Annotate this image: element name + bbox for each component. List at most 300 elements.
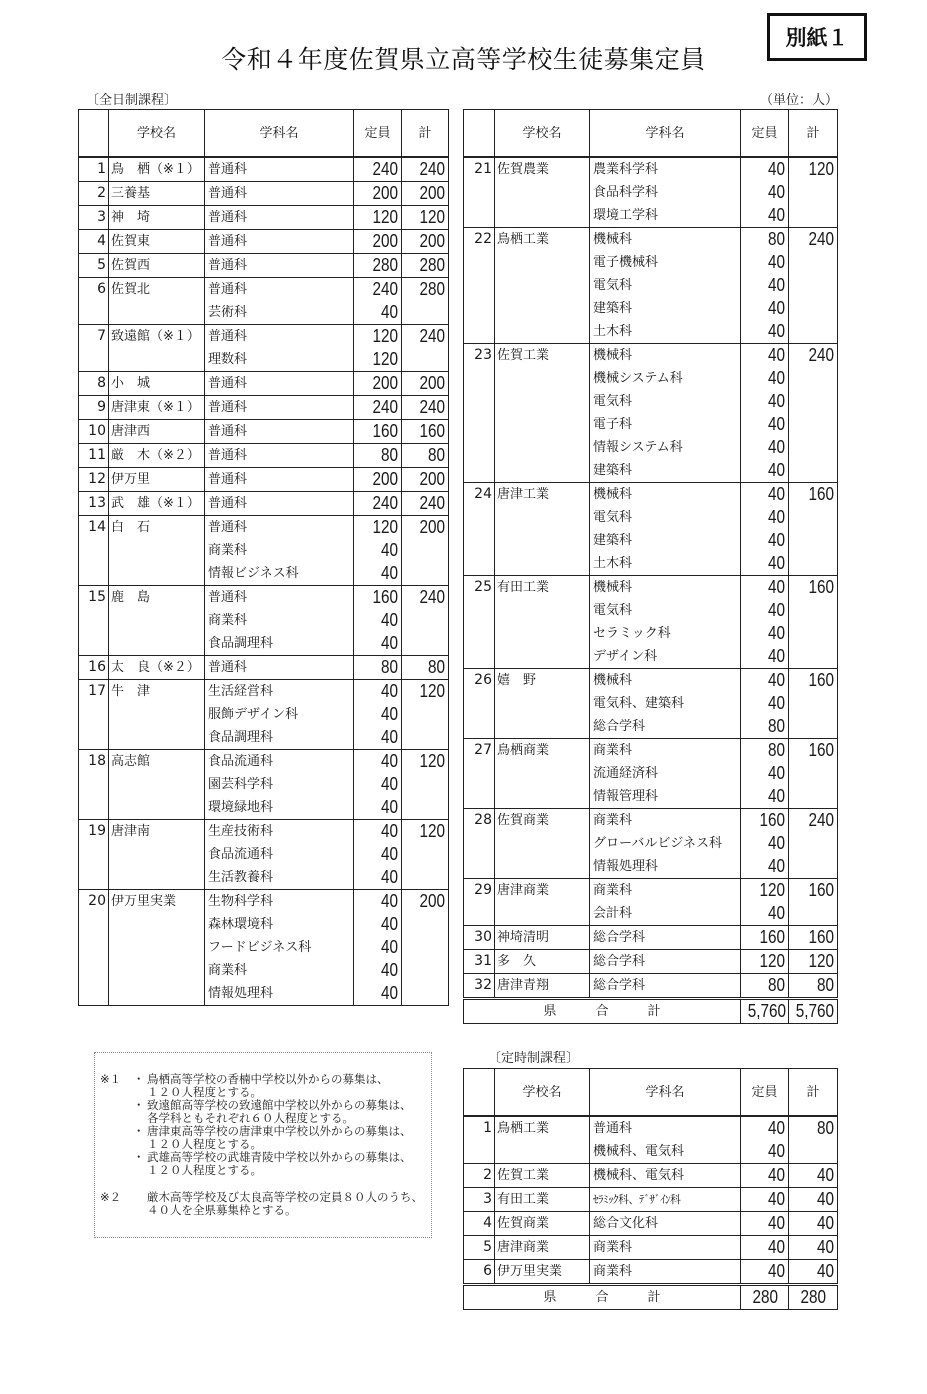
school-number: 28 — [464, 809, 495, 833]
school-name — [109, 726, 205, 750]
department-name: 商業科 — [205, 959, 354, 982]
grand-total-sum: 5,760 — [789, 999, 838, 1024]
school-name — [109, 348, 205, 372]
dept-row — [79, 913, 449, 936]
school-total: 240 — [402, 325, 449, 349]
school-total — [789, 692, 838, 715]
department-name: 情報処理科 — [205, 982, 354, 1006]
school-total: 120 — [789, 157, 838, 181]
school-name: 唐津西 — [109, 420, 205, 444]
school-name: 神 埼 — [109, 206, 205, 230]
school-number: 9 — [79, 396, 109, 420]
dept-row — [79, 703, 449, 726]
school-number — [79, 936, 109, 959]
dept-row — [464, 552, 838, 576]
department-name: 普通科 — [205, 656, 354, 680]
school-number: 23 — [464, 344, 495, 368]
department-name: 電気科 — [590, 506, 741, 529]
school-number: 13 — [79, 492, 109, 516]
grand-total-label: 県 合 計 — [464, 999, 741, 1024]
school-row — [79, 890, 449, 914]
school-row — [464, 809, 838, 833]
department-capacity: 120 — [741, 879, 789, 903]
school-total: 120 — [402, 820, 449, 844]
department-capacity: 120 — [354, 348, 402, 372]
school-row — [79, 586, 449, 610]
department-capacity: 40 — [354, 982, 402, 1006]
school-row — [464, 1164, 838, 1188]
school-total — [789, 413, 838, 436]
school-name: 鳥 栖（※１） — [109, 157, 205, 182]
school-row — [464, 1212, 838, 1236]
note-text: 厳木高等学校及び太良高等学校の定員８０人のうち、 — [147, 1190, 423, 1204]
department-capacity: 40 — [741, 320, 789, 344]
school-total — [402, 726, 449, 750]
school-name: 伊万里実業 — [495, 1260, 590, 1285]
school-total — [789, 552, 838, 576]
school-total: 160 — [789, 739, 838, 763]
school-total — [402, 936, 449, 959]
note-text: 武雄高等学校の武雄青陵中学校以外からの募集は、 — [147, 1150, 412, 1164]
school-number: 4 — [464, 1212, 495, 1236]
school-number: 2 — [79, 182, 109, 206]
department-name: 総合学科 — [590, 926, 741, 950]
school-total — [789, 529, 838, 552]
school-total — [789, 855, 838, 879]
department-capacity: 40 — [741, 1236, 789, 1260]
school-name: 有田工業 — [495, 1188, 590, 1212]
dept-row — [79, 843, 449, 866]
school-total — [789, 902, 838, 926]
school-number — [464, 1140, 495, 1164]
department-capacity: 160 — [354, 586, 402, 610]
department-name: 商業科 — [590, 809, 741, 833]
school-name: 神埼清明 — [495, 926, 590, 950]
school-name: 佐賀農業 — [495, 157, 590, 181]
school-total — [789, 459, 838, 483]
department-capacity: 40 — [741, 204, 789, 228]
department-name: セラミック科 — [590, 622, 741, 645]
school-row — [464, 576, 838, 600]
dept-row — [79, 773, 449, 796]
school-number — [464, 832, 495, 855]
dept-row — [79, 609, 449, 632]
department-capacity: 240 — [354, 278, 402, 302]
school-name: 伊万里 — [109, 468, 205, 492]
school-name — [109, 539, 205, 562]
school-total — [789, 181, 838, 204]
school-total: 120 — [789, 950, 838, 974]
dept-row — [79, 959, 449, 982]
school-name: 佐賀北 — [109, 278, 205, 302]
school-total — [402, 562, 449, 586]
part-time-table — [463, 1068, 838, 1310]
school-total: 120 — [402, 750, 449, 774]
department-name: 電気科 — [590, 274, 741, 297]
school-total: 240 — [402, 492, 449, 516]
dept-row — [464, 645, 838, 669]
school-total: 200 — [402, 372, 449, 396]
school-number — [464, 645, 495, 669]
school-number — [464, 320, 495, 344]
school-name — [109, 866, 205, 890]
department-capacity: 40 — [741, 692, 789, 715]
school-number: 6 — [79, 278, 109, 302]
dept-row — [464, 902, 838, 926]
school-row — [464, 228, 838, 252]
school-row — [79, 468, 449, 492]
department-capacity: 240 — [354, 396, 402, 420]
department-name: 生活経営科 — [205, 680, 354, 704]
school-number — [464, 181, 495, 204]
department-capacity: 80 — [741, 974, 789, 999]
school-number: 25 — [464, 576, 495, 600]
department-name: 機械科、電気科 — [590, 1140, 741, 1164]
school-total: 120 — [402, 680, 449, 704]
school-name — [495, 785, 590, 809]
header-capacity: 定員 — [741, 110, 789, 158]
school-name — [495, 692, 590, 715]
department-name: 建築科 — [590, 459, 741, 483]
school-name: 白 石 — [109, 516, 205, 540]
school-row — [79, 444, 449, 468]
school-row — [464, 926, 838, 950]
header-capacity: 定員 — [354, 110, 402, 158]
school-row — [464, 669, 838, 693]
school-number — [79, 843, 109, 866]
school-name — [495, 599, 590, 622]
department-capacity: 40 — [741, 902, 789, 926]
department-name: 環境工学科 — [590, 204, 741, 228]
dept-row — [464, 715, 838, 739]
school-total — [789, 367, 838, 390]
school-name — [495, 622, 590, 645]
department-name: 総合学科 — [590, 950, 741, 974]
school-total: 240 — [402, 157, 449, 182]
school-name — [109, 982, 205, 1006]
department-capacity: 240 — [354, 157, 402, 182]
school-number: 12 — [79, 468, 109, 492]
school-total — [789, 622, 838, 645]
department-name: 商業科 — [590, 739, 741, 763]
school-number: 1 — [464, 1116, 495, 1140]
department-capacity: 160 — [354, 420, 402, 444]
dept-row — [464, 599, 838, 622]
department-name: 食品調理科 — [205, 632, 354, 656]
header-dept: 学科名 — [590, 1069, 741, 1117]
department-capacity: 40 — [354, 539, 402, 562]
school-name — [109, 843, 205, 866]
header-total: 計 — [789, 110, 838, 158]
department-capacity: 40 — [741, 367, 789, 390]
school-row — [464, 739, 838, 763]
school-row — [79, 182, 449, 206]
school-number — [79, 959, 109, 982]
header-no — [464, 110, 495, 158]
department-name: 普通科 — [205, 157, 354, 182]
school-row — [79, 325, 449, 349]
department-name: 総合文化科 — [590, 1212, 741, 1236]
department-name: 電気科 — [590, 390, 741, 413]
school-name: 多 久 — [495, 950, 590, 974]
school-total: 40 — [789, 1188, 838, 1212]
school-total — [402, 773, 449, 796]
school-name — [495, 715, 590, 739]
department-capacity: 40 — [354, 913, 402, 936]
school-total — [402, 348, 449, 372]
school-name — [109, 773, 205, 796]
department-capacity: 40 — [741, 157, 789, 181]
dept-row — [79, 726, 449, 750]
school-total — [789, 832, 838, 855]
school-name — [495, 459, 590, 483]
note-text: １２０人程度とする。 — [147, 1085, 262, 1099]
table-header-row — [79, 110, 449, 158]
unit-label: （単位：人） — [760, 93, 839, 108]
dept-row — [79, 539, 449, 562]
department-name: 普通科 — [205, 492, 354, 516]
department-name: 商業科 — [590, 879, 741, 903]
school-total — [789, 274, 838, 297]
department-name: 機械システム科 — [590, 367, 741, 390]
school-name: 鹿 島 — [109, 586, 205, 610]
school-row — [79, 492, 449, 516]
department-capacity: 40 — [741, 599, 789, 622]
school-total: 80 — [402, 656, 449, 680]
department-capacity: 40 — [354, 843, 402, 866]
grand-total-capacity: 280 — [741, 1285, 789, 1310]
grand-total-sum: 280 — [789, 1285, 838, 1310]
department-capacity: 120 — [354, 206, 402, 230]
school-total — [789, 1140, 838, 1164]
header-total: 計 — [402, 110, 449, 158]
department-capacity: 120 — [741, 950, 789, 974]
school-total: 200 — [402, 468, 449, 492]
school-total — [402, 539, 449, 562]
department-capacity: 40 — [354, 890, 402, 914]
department-capacity: 40 — [354, 562, 402, 586]
document-title: 令和４年度佐賀県立高等学校生徒募集定員 — [221, 45, 706, 74]
dept-row — [79, 301, 449, 325]
school-number — [464, 297, 495, 320]
school-name — [109, 913, 205, 936]
school-name: 唐津商業 — [495, 879, 590, 903]
school-number: 17 — [79, 680, 109, 704]
school-number: 21 — [464, 157, 495, 181]
dept-row — [464, 390, 838, 413]
school-total — [789, 645, 838, 669]
school-total: 40 — [789, 1212, 838, 1236]
table-header-row — [464, 1069, 838, 1117]
department-capacity: 40 — [354, 866, 402, 890]
department-name: 商業科 — [590, 1260, 741, 1285]
school-name: 三養基 — [109, 182, 205, 206]
school-total — [789, 251, 838, 274]
school-name — [495, 832, 590, 855]
school-name: 太 良（※２） — [109, 656, 205, 680]
department-name: 電子機械科 — [590, 251, 741, 274]
department-capacity: 200 — [354, 230, 402, 254]
attachment-label: 別紙１ — [767, 13, 867, 61]
school-name — [109, 703, 205, 726]
school-row — [79, 372, 449, 396]
dept-row — [464, 459, 838, 483]
department-capacity: 40 — [741, 645, 789, 669]
school-name: 唐津商業 — [495, 1236, 590, 1260]
school-name — [495, 1140, 590, 1164]
school-number — [464, 552, 495, 576]
school-name — [109, 796, 205, 820]
dept-row — [79, 866, 449, 890]
school-name: 小 城 — [109, 372, 205, 396]
school-number: 7 — [79, 325, 109, 349]
department-name: 食品流通科 — [205, 843, 354, 866]
school-number: 15 — [79, 586, 109, 610]
school-number — [79, 348, 109, 372]
department-capacity: 40 — [354, 726, 402, 750]
department-name: 商業科 — [590, 1236, 741, 1260]
department-name: 普通科 — [205, 254, 354, 278]
department-name: 芸術科 — [205, 301, 354, 325]
department-capacity: 40 — [741, 459, 789, 483]
school-number: 11 — [79, 444, 109, 468]
department-name: 普通科 — [205, 586, 354, 610]
department-name: 普通科 — [590, 1116, 741, 1140]
school-row — [79, 820, 449, 844]
school-row — [79, 278, 449, 302]
note-text: 各学科ともそれぞれ６０人程度とする。 — [147, 1111, 354, 1125]
school-number: 32 — [464, 974, 495, 999]
school-number — [464, 622, 495, 645]
department-name: 生活教養科 — [205, 866, 354, 890]
department-name: 情報処理科 — [590, 855, 741, 879]
header-no — [464, 1069, 495, 1117]
school-number — [464, 599, 495, 622]
department-capacity: 80 — [354, 444, 402, 468]
department-name: 機械科 — [590, 483, 741, 507]
school-number: 5 — [464, 1236, 495, 1260]
school-number: 14 — [79, 516, 109, 540]
department-name: 普通科 — [205, 396, 354, 420]
department-name: 電子科 — [590, 413, 741, 436]
school-name: 佐賀商業 — [495, 1212, 590, 1236]
school-number — [464, 413, 495, 436]
department-name: 建築科 — [590, 297, 741, 320]
department-capacity: 80 — [354, 656, 402, 680]
school-total — [789, 390, 838, 413]
note-text: 唐津東高等学校の唐津東中学校以外からの募集は、 — [147, 1124, 412, 1138]
dept-row — [464, 855, 838, 879]
school-total: 80 — [789, 974, 838, 999]
school-row — [464, 483, 838, 507]
school-total — [789, 785, 838, 809]
school-number: 16 — [79, 656, 109, 680]
school-number: 3 — [464, 1188, 495, 1212]
school-number: 5 — [79, 254, 109, 278]
school-total: 200 — [402, 516, 449, 540]
department-capacity: 40 — [741, 1188, 789, 1212]
department-capacity: 40 — [354, 820, 402, 844]
school-number — [79, 703, 109, 726]
school-total: 160 — [789, 576, 838, 600]
school-row — [464, 1116, 838, 1140]
school-name — [109, 562, 205, 586]
school-name: 唐津青翔 — [495, 974, 590, 999]
department-name: 機械科 — [590, 228, 741, 252]
department-capacity: 40 — [741, 506, 789, 529]
school-total — [402, 982, 449, 1006]
department-capacity: 40 — [354, 959, 402, 982]
school-name — [495, 645, 590, 669]
department-name: 生物科学科 — [205, 890, 354, 914]
department-name: 理数科 — [205, 348, 354, 372]
department-name: 環境緑地科 — [205, 796, 354, 820]
school-row — [464, 950, 838, 974]
school-total — [789, 599, 838, 622]
school-total — [789, 762, 838, 785]
header-school: 学校名 — [495, 110, 590, 158]
school-number: 31 — [464, 950, 495, 974]
department-capacity: 40 — [741, 274, 789, 297]
school-number — [79, 609, 109, 632]
department-name: 商業科 — [205, 539, 354, 562]
school-number — [79, 866, 109, 890]
school-number — [464, 506, 495, 529]
department-name: 情報システム科 — [590, 436, 741, 459]
school-total: 160 — [402, 420, 449, 444]
department-name: 普通科 — [205, 206, 354, 230]
school-total — [402, 609, 449, 632]
header-school: 学校名 — [109, 110, 205, 158]
department-name: 機械科 — [590, 669, 741, 693]
school-name: 高志館 — [109, 750, 205, 774]
school-row — [79, 680, 449, 704]
school-row — [79, 157, 449, 182]
school-name — [495, 320, 590, 344]
part-time-course-label: 〔定時制課程〕 — [488, 1051, 580, 1066]
school-number: 3 — [79, 206, 109, 230]
department-capacity: 40 — [741, 1212, 789, 1236]
department-name: 建築科 — [590, 529, 741, 552]
dept-row — [464, 367, 838, 390]
note-text: ４０人を全県募集枠とする。 — [147, 1203, 297, 1217]
department-capacity: 40 — [741, 669, 789, 693]
school-name: 厳 木（※２） — [109, 444, 205, 468]
dept-row — [464, 506, 838, 529]
school-name — [495, 181, 590, 204]
school-name — [495, 297, 590, 320]
grand-total-row — [464, 1285, 838, 1310]
school-name: 唐津南 — [109, 820, 205, 844]
dept-row — [79, 632, 449, 656]
header-capacity: 定員 — [741, 1069, 789, 1117]
department-name: 食品科学科 — [590, 181, 741, 204]
school-number — [464, 204, 495, 228]
dept-row — [464, 436, 838, 459]
department-name: 会計科 — [590, 902, 741, 926]
department-capacity: 40 — [354, 680, 402, 704]
department-capacity: 120 — [354, 516, 402, 540]
note-text: １２０人程度とする。 — [147, 1163, 262, 1177]
school-total — [402, 913, 449, 936]
school-number — [79, 301, 109, 325]
school-number — [79, 913, 109, 936]
dept-row — [464, 762, 838, 785]
note-bullet: ・ — [133, 1098, 145, 1112]
department-name: 電気科 — [590, 599, 741, 622]
school-number: 19 — [79, 820, 109, 844]
school-total: 120 — [402, 206, 449, 230]
